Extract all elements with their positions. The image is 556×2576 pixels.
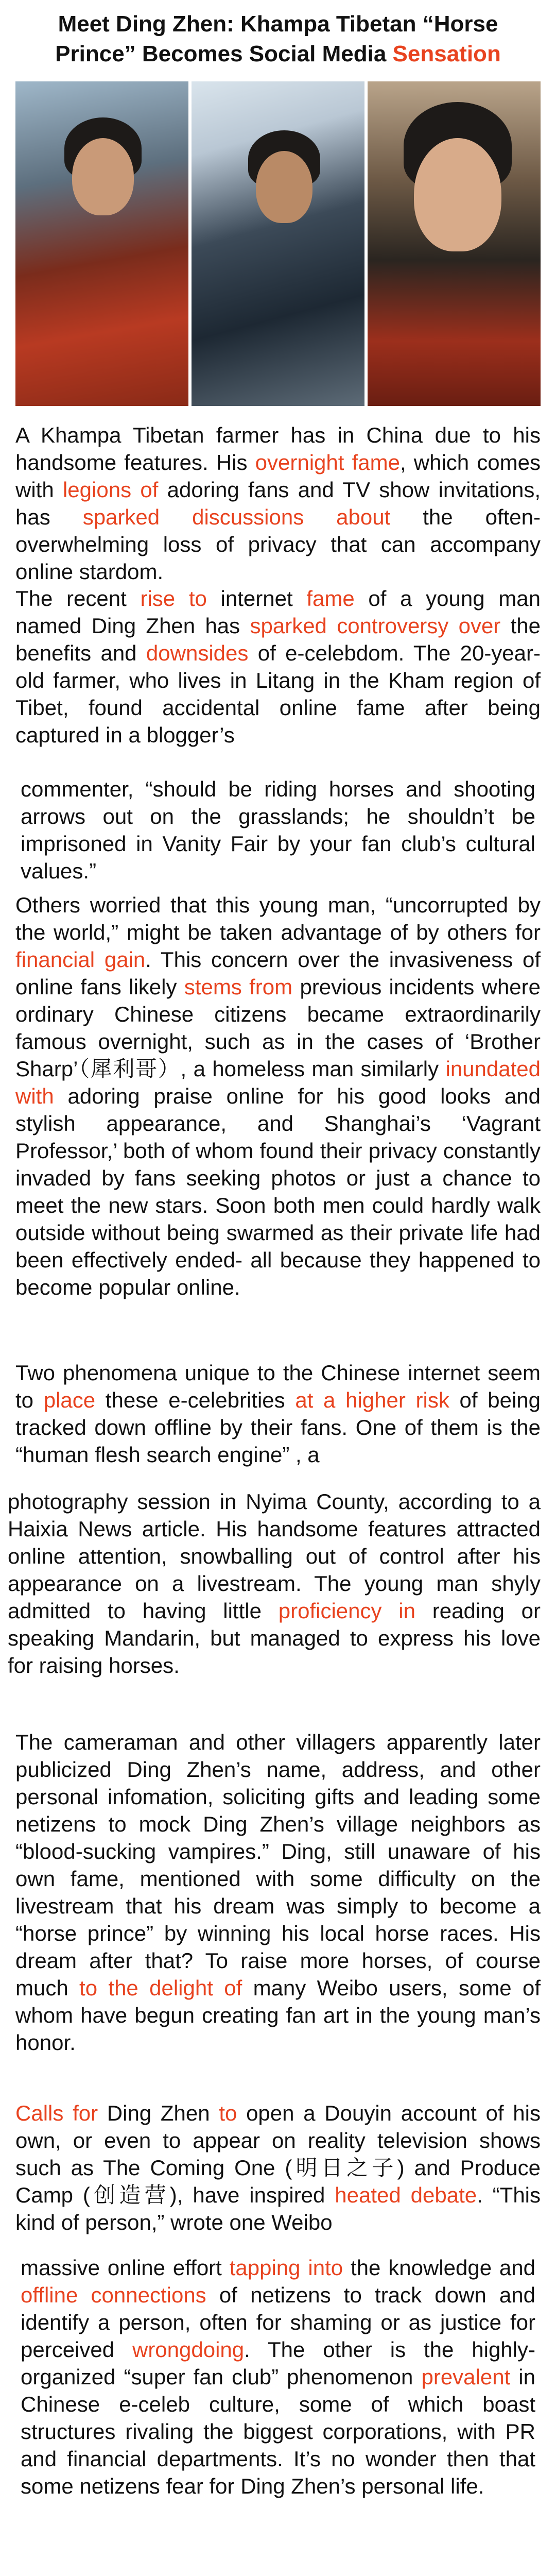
highlighted-phrase: financial gain [15,947,146,972]
body-text: adoring praise online for his good looks and stylish appearance, and Shanghai’s ‘Vagrant Professor,’ both of whom found their privacy constantly invaded by fans seeking photos or just a chance to meet the new stars. Soon both men could hardly walk outside without being swarmed as their private life had been effectively ended- all because they happened to become popular online. [15,1084,541,1299]
body-text: Ding Zhen [98,2101,219,2125]
title-highlight: Sensation [392,41,501,66]
highlighted-phrase: downsides [146,641,249,665]
highlighted-phrase: inundated with [15,1057,541,1108]
highlighted-phrase: proficiency in [278,1599,415,1623]
highlighted-phrase: wrongdoing [132,2337,245,2362]
highlighted-phrase: Calls for [15,2101,98,2125]
highlighted-phrase: prevalent [421,2365,511,2389]
body-text: these e-celebrities [95,1388,296,1412]
body-text: . This concern over the invasiveness of online fans likely [15,947,541,999]
body-text: The cameraman and other villagers apparently later publicized Ding Zhen’s name, address, and other personal infomation, soliciting gifts and leading some netizens to mock Ding Zhen’s village neighbors as “blood-sucking vampires.” Ding, still unaware of his own fame, mentioned with some difficulty on the livestream that his dream was simply to become a “horse prince” by winning his local horse races. His dream after that? To raise more horses, of course much [15,1730,541,2000]
highlighted-phrase: tapping into [229,2256,343,2280]
highlighted-phrase: stems from [184,975,293,999]
body-text: massive online effort [21,2256,230,2280]
body-text: previous incidents where ordinary Chinese citizens became extraordinarily famous overnight, such as in the cases of ‘Brother Sharp’（犀利哥）, a homeless man similarly [15,975,541,1081]
highlighted-phrase: sparked discussions about [82,505,391,529]
portrait-photo-3 [368,81,541,406]
body-text: commenter, “should be riding horses and shooting arrows out on the grasslands; he shouldn’t be imprisoned in Vanity Fair by your fan club’s cultural values.” [21,777,535,883]
highlighted-phrase: offline connections [21,2283,206,2307]
body-text: of being tracked down offline by their fans. One of them is the “human flesh search engine” , a [15,1388,541,1467]
highlighted-phrase: rise to [140,586,207,611]
highlighted-phrase: at a higher risk [295,1388,449,1412]
body-text: of e-celebdom. The 20-year-old farmer, who lives in Litang in the Kham region of Tibet, found accidental online fame after being captured in a blogger’s [15,641,541,747]
body-text: . The other is the highly-organized “super fan club” phenomenon [21,2337,535,2389]
paragraph-others-worried [15,891,541,1301]
body-text: in Chinese e-celeb culture, some of which boast structures rivaling the biggest corporations, with PR and financial departments. It’s no wonder then that some netizens fear for Ding Zhen’s personal life. [21,2365,536,2498]
title-line-1: Meet Ding Zhen: Khampa Tibetan “Horse [58,11,498,37]
portrait-photo-2 [192,81,364,406]
paragraph-massive-online-effort [21,2254,535,2500]
body-text: The recent [15,586,141,611]
paragraph-calls-for [15,2099,541,2236]
body-text: many Weibo users, some of whom have begun creating fan art in the young man’s honor. [15,1976,541,2055]
body-text: of netizens to track down and identify a person, often for shaming or as justice for perceived [21,2283,535,2362]
highlighted-phrase: sparked controversy over [250,614,501,638]
photo-strip [15,81,541,406]
paragraph-intro [15,421,541,585]
body-text: internet [206,586,307,611]
highlighted-phrase: place [43,1388,96,1412]
title-line-2-text: Prince” Becomes Social Media [55,41,393,66]
body-text: the knowledge and [343,2256,536,2280]
body-text: . “This kind of person,” wrote one Weibo [15,2183,541,2234]
article-title [0,9,556,69]
body-text: reading or speaking Mandarin, but managed to express his love for raising horses. [8,1599,541,1677]
portrait-photo-1 [15,81,188,406]
paragraph-two-phenomena [15,1359,541,1468]
title-line-2 [0,39,556,69]
highlighted-phrase: legions of [62,478,159,502]
body-text: the often-overwhelming loss of privacy that can accompany online stardom. [15,505,541,584]
body-text: A Khampa Tibetan farmer has in China due to his handsome features. His [15,423,541,474]
paragraph-cameraman [15,1728,541,2056]
paragraph-rise-to-fame [15,585,541,749]
body-text: Two phenomena unique to the Chinese internet seem to [15,1361,541,1412]
body-text: open a Douyin account of his own, or even to appear on reality television shows such as The Coming One (明日之子) and Produce Camp (创造营), have inspired [15,2101,541,2207]
body-text: photography session in Nyima County, according to a Haixia News article. His handsome features attracted online attention, snowballing out of control after his appearance on a livestream. The young man shyly admitted to having little [8,1489,541,1623]
body-text: of a young man named Ding Zhen has [15,586,541,638]
body-text: , which comes with [15,450,541,502]
body-text: adoring fans and TV show invitations, has [15,478,541,529]
highlighted-phrase: overnight fame [255,450,400,474]
body-text: Others worried that this young man, “uncorrupted by the world,” might be taken advantage of by others for [15,893,541,944]
paragraph-commenter-quote [21,775,535,885]
highlighted-phrase: to [219,2101,237,2125]
highlighted-phrase: fame [306,586,355,611]
body-text: the benefits and [15,614,541,665]
highlighted-phrase: to the delight of [79,1976,242,2000]
highlighted-phrase: heated debate [335,2183,477,2207]
paragraph-photography-session [8,1488,541,1679]
